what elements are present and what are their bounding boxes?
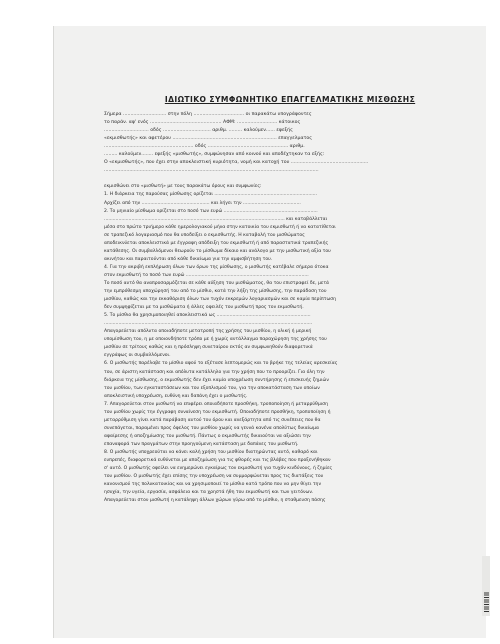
body-line: ησυχία, την υγεία, εργασία, ασφάλεια και τα χρηστά ήθη του εκμισθωτή και των γειτόνων. [104, 490, 314, 496]
body-line: δεν συμψηφίζεται με τα μισθώματα ή άλλες οφειλές του μισθωτή προς τον εκμισθωτή. [104, 305, 304, 311]
body-line: την εμπρόθεσμη αποχώρησή του από το μίσθιο, κατά την λήξη της μίσθωσης, την παράδοση του [104, 289, 327, 295]
intro-line: .............................. οδός ................................ αριθμ. ......... καλούμεν...... εφεξής [104, 128, 293, 134]
body-line: αποδεικνύεται αποκλειστικά με έγγραφη απόδειξη του εκμισθωτή ή από παραστατικά τραπεζικής [104, 240, 329, 246]
barcode [484, 592, 489, 612]
body-line: του μισθίου. Ο μισθωτής έχει επίσης την υποχρέωση να συμμορφώνεται προς τις διατάξεις του [104, 474, 324, 480]
body-line: 7. Απαγορεύεται στον μισθωτή να επιφέρει οποιαδήποτε προσθήκη, τροποποίηση ή μεταρρύθμιση [104, 401, 329, 407]
body-line: ............................................................................................................................. και καταβάλλεται [104, 216, 328, 222]
body-line: 4. Για την ακριβή εκπλήρωση όλων των όρων της μίσθωσης, ο μισθωτής κατέβαλε σήμερα ότοκα [104, 264, 329, 270]
intro-line: Σήμερα ............................. στην πόλη .................................. οι παρακάτω υπογράφοντες [104, 112, 312, 118]
intro-line: Ο «εκμισθωτής», που έχει στην αποκλειστική κυριότητα, νομή και κατοχή του .................................................... [104, 160, 369, 166]
intro-line: ......... καλούμεν........ εφεξής «μισθωτής», συμφώνησαν από κοινού και αποδέχτηκαν τα εξής: [104, 152, 325, 158]
body-line: ευπρεπές, διαφορετικά ευθύνεται με αποζημίωση για τις φθορές και τις βλάβες που προξενήθηκαν [104, 458, 331, 464]
body-line: μέσα στο πρώτο τριήμερο κάθε ημερολογιακού μήνα στην κατοικία του εκμισθωτή ή να κατατίθεται [104, 224, 336, 230]
body-line: εκμισθώνει στο «μισθωτή» με τους παρακάτω όρους και συμφωνίες: [104, 184, 262, 190]
body-line: Απαγορεύεται στον μισθωτή η κατάληψη άλλων χώρων γύρω από το μίσθιο, η σταθμευση πάσης [104, 498, 326, 504]
intro-line: ................................................................................................................................................ [104, 168, 319, 174]
body-line: του μισθίου, των εγκαταστάσεων και του εξοπλισμού του, για την αποκατάσταση των οποίων [104, 385, 320, 391]
body-line: Αρχίζει από την ............................................... και λήγει την ........................................ [104, 200, 301, 206]
body-line: μισθίου σε τρίτους καθώς και η πρόσληψη συνεταίρου εκτός αν συμφωνηθούν διαφορετικά [104, 345, 313, 351]
body-line: σ' αυτό. Ο μισθωτής οφείλει να ενημερώνει εγκαίρως τον εκμισθωτή για τυχόν κινδύνους, ή ζημίες [104, 466, 333, 472]
body-line: ακινήτου και παραιτούνται από κάθε δικαίωμα για την αμφισβήτηση του. [104, 256, 273, 262]
body-line: σε τραπεζικό λογαριασμό που θα υποδείξει ο εκμισθωτής. Η καταβολή του μισθώματος [104, 232, 305, 238]
body-line: διάρκεια της μίσθωσης, ο εκμισθωτής δεν έχει καμία υποχρέωση συντήρησης ή επισκευής ζημιών [104, 377, 329, 383]
document-content [104, 95, 476, 505]
body-line: 6. Ο μισθωτής παρέλαβε το μίσθιο αφού το εξέτασε λεπτομερώς και το βρήκε της τελείας αρεσκείας [104, 361, 338, 367]
body-line: 2. Το μηνιαίο μίσθωμα ορίζεται στο ποσό των ευρώ ................................................................. [104, 208, 318, 214]
terms-section [104, 183, 476, 505]
body-line: υπομίσθωση του, η με οποιονδήποτε τρόπο με ή χωρίς αντάλλαγμα παραχώρηση της χρήσης του [104, 337, 327, 343]
document-title: ΙΔΙΩΤΙΚΟ ΣΥΜΦΩΝΗΤΙΚΟ ΕΠΑΓΓΕΛΜΑΤΙΚΗΣ ΜΙΣΘΩΣΗΣ [164, 95, 416, 104]
intro-line: «εκμισθωτής» και αφετέρου ...................................................................... επαγγελματος [104, 136, 313, 142]
body-line: στον εκμισθωτή το ποσό των ευρώ ..................................................................................... [104, 272, 309, 278]
body-line: Το ποσό αυτό θα αναπροσαρμόζεται σε κάθε αύξηση του μισθώματος, θα του επιστραφεί δε, μετά [104, 280, 330, 286]
body-line: αφαίρεσης ή αποζημίωσης του μισθωτή. Πάντως ο εκμισθωτής δικαιούται να αξιώσει την [104, 433, 311, 439]
section-gap [104, 175, 476, 183]
body-line: συνεπάγεται, παραμένει προς όφελος του μισθίου χωρίς να γεννά κανένα απολύτως δικαίωμα [104, 425, 319, 431]
body-line: αποκλειστική υποχρέωση, ευθύνη και δαπάνη έχει ο μισθωτής. [104, 393, 248, 399]
intro-section [104, 111, 476, 175]
body-line: επαναφορά των πραγμάτων στην προηγούμενη κατάσταση με δαπάνες του μισθωτή. [104, 441, 299, 447]
body-line: 5. Το μίσθιο θα χρησιμοποιηθεί αποκλειστικά ως ................................................................. [104, 313, 311, 319]
intro-line: ............................................................ οδός ...................................................... αριθμ. [104, 144, 305, 150]
body-line: 1. Η διάρκεια της παρούσας μίσθωσης ορίζεται ....................................................................... [104, 192, 317, 198]
intro-line: το παράν. αφ' ενός ................................................ ΑΦΜ: ........................... κάτοικος [104, 120, 301, 126]
body-line: κανονισμού της πολυκατοικίας και να χρησιμοποιεί το μίσθιο κατά τρόπο που να μην θίγει την [104, 482, 321, 488]
body-line: ................................................................................................................................................ [104, 321, 313, 327]
body-line: μεταρρύθμιση γίνει κατά παράβαση αυτού του όρου και ανεξάρτητα από τις συνέπειες που θα [104, 417, 321, 423]
body-line: 8. Ο μισθωτής υποχρεούται να κάνει καλή χρήση του μισθίου διατηρώντας αυτό, καθαρό και [104, 449, 318, 455]
body-line: εγγράφως οι συμβαλλόμενοι. [104, 353, 171, 359]
body-line: Απαγορεύεται απόλυτα οποιαδήποτε μετατροπή της χρήσης του μισθίου, η ολική ή μερική [104, 329, 312, 335]
body-line: του μισθίου χωρίς την έγγραφη συναίνεση του εκμισθωτή. Οποιαδήποτε προσθήκη, τροποποίηση ή [104, 409, 331, 415]
body-line: κατάθεσης. Οι συμβαλλόμενοι θεωρούν το μίσθωμα δίκαιο και ανάλογο με την μισθωτική αξία του [104, 248, 331, 254]
body-line: μισθίου, καθώς και την εκκαθάριση όλων των τυχόν εκκρεμών λογαριασμών και σε καμία περίπτωση [104, 297, 337, 303]
body-line: του, σε άριστη κατάσταση και απόλυτα κατάλληλο για την χρήση που το προορίζει. Για όλη την [104, 369, 325, 375]
